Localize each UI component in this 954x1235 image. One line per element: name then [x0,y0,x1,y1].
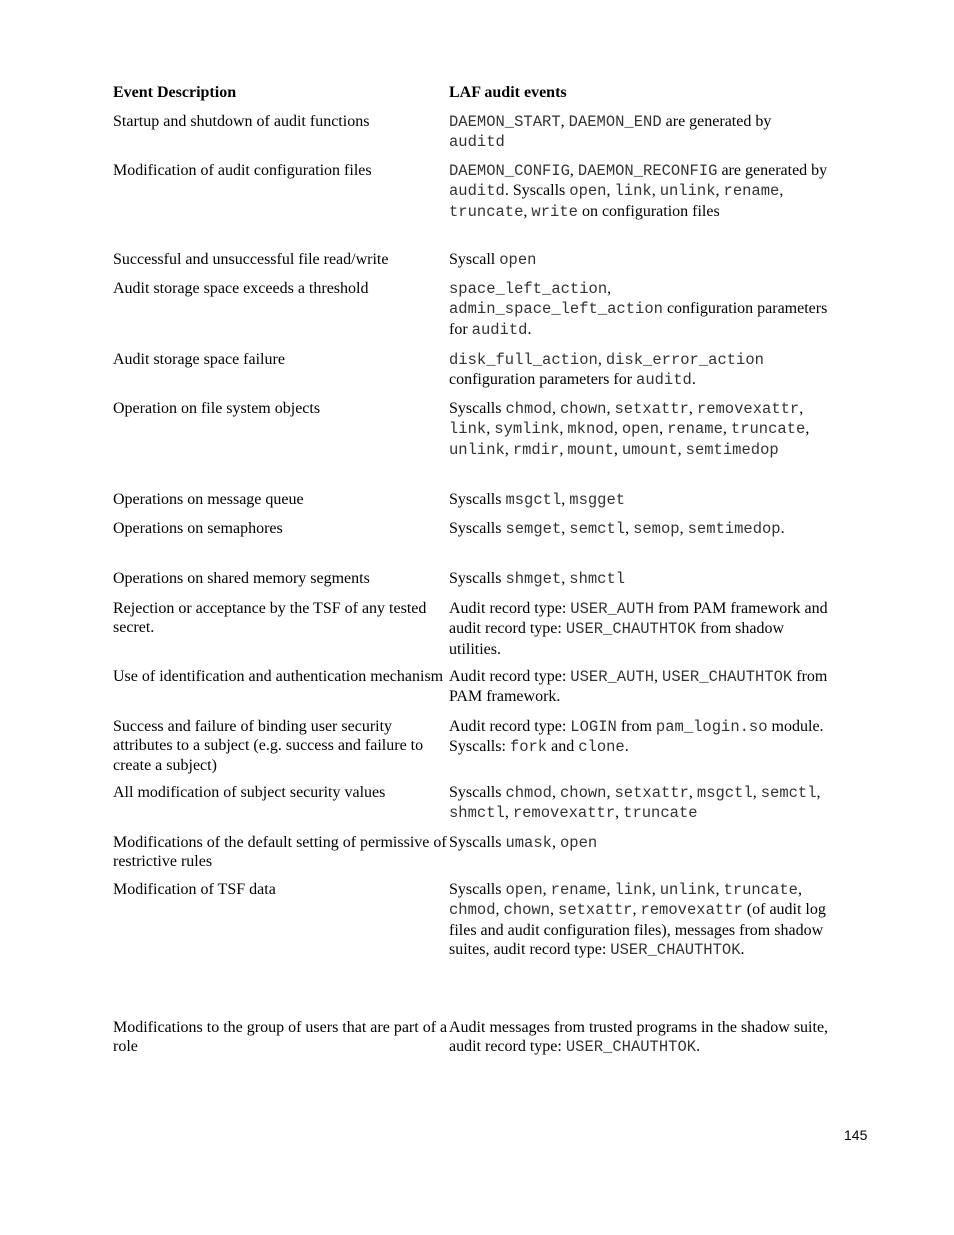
code-term: space_left_action [449,279,608,298]
event-text: from PAM framework and audit record type: [449,599,828,637]
code-term: DAEMON_CONFIG [449,161,570,180]
event-text: , [523,202,532,220]
event-text: , [606,880,615,898]
event-description: Modifications to the group of users that are part of a role [113,1018,448,1055]
event-text: configuration parameters for [449,371,637,388]
event-text: , [559,420,568,437]
event-text: , [805,420,810,437]
table-row [113,667,829,707]
code-term: truncate [623,804,698,822]
code-term: unlink [659,880,716,899]
table-row [113,490,829,511]
event-text: , [504,804,513,821]
code-term: setxattr [558,901,633,919]
event-text: Audit record type: [449,599,571,617]
event-text: , [561,569,570,587]
code-term: semctl [569,519,626,538]
code-term: open [499,250,537,269]
code-term: USER_CHAUTHTOK [565,620,697,638]
event-text: , [722,420,731,437]
event-text: , [606,783,615,801]
event-description: Audit storage space failure [113,350,285,368]
event-text: Syscalls [449,490,506,508]
code-term: fork [509,738,548,756]
event-description: Modification of audit configuration files [113,161,372,179]
event-description: Successful and unsuccessful file read/write [113,250,389,268]
code-term: semtimedop [685,440,779,459]
table-row [113,112,829,153]
laf-audit-event [449,833,829,872]
event-text: , [561,490,570,508]
event-text: . [527,320,532,338]
laf-audit-event [449,569,829,590]
event-text: from PAM framework. [449,667,828,705]
laf-audit-event [449,399,829,461]
code-term: truncate [723,880,798,899]
laf-audit-event [449,599,829,660]
code-term: open [621,420,660,438]
code-term: admin_space_left_action [449,300,663,318]
event-description: Operations on semaphores [113,519,283,537]
code-term: setxattr [614,783,689,802]
event-text: . [780,519,785,537]
audit-events-table [113,83,833,1056]
code-term: USER_AUTH [570,599,655,618]
table-row [113,399,829,461]
laf-audit-event [449,717,829,776]
code-term: mount [567,440,614,459]
event-text: are generated by [717,161,828,179]
event-text: on configuration files [577,202,720,220]
header-laf-audit-events: LAF audit events [449,84,567,101]
event-text: , [651,182,660,199]
table-row [113,599,829,660]
code-term: auditd [449,182,505,200]
code-term: truncate [730,420,806,438]
code-term: USER_CHAUTHTOK [662,667,793,686]
code-term: chown [559,783,607,802]
page-number: 145 [844,1127,868,1143]
code-term: symlink [494,420,560,438]
event-text: , [551,399,560,417]
table-row [113,880,829,961]
code-term: semget [505,519,562,538]
event-text: . [696,1038,701,1055]
code-term: link [449,420,487,438]
event-text: , [651,880,660,898]
event-description: Rejection or acceptance by the TSF of any tested secret. [113,599,427,636]
event-text: . [624,738,629,755]
event-text: (of audit log files and audit configuration files), messages from shadow suites, audit record type: [449,901,826,958]
code-term: link [614,880,652,899]
event-text: , [551,833,560,851]
event-description: Modifications of the default setting of permissive of restrictive rules [113,833,447,870]
laf-audit-event [449,1018,829,1058]
code-term: USER_AUTH [570,667,655,686]
event-text: , [561,519,570,537]
code-term: removexattr [640,901,743,919]
event-text: , [495,901,504,918]
event-description: Operations on shared memory segments [113,569,370,587]
event-description: Startup and shutdown of audit functions [113,112,370,130]
event-text: , [799,399,804,417]
code-term: LOGIN [570,717,617,736]
code-term: open [569,182,607,200]
event-text: , [715,182,724,199]
header-event-description: Event Description [113,84,237,101]
code-term: chown [559,399,607,418]
code-term: mknod [567,420,614,438]
code-term: DAEMON_RECONFIG [577,161,718,180]
table-row [113,350,829,391]
code-term: DAEMON_END [568,112,662,131]
code-term: umount [621,440,678,459]
code-term: rmdir [512,440,560,459]
code-term: chown [503,901,551,919]
event-text: , [688,399,697,417]
event-text: , [606,182,615,199]
code-term: removexattr [512,804,616,822]
event-description: Use of identification and authentication mechanism [113,667,444,685]
code-term: rename [550,880,607,899]
event-text: , [613,440,622,458]
event-text: . [691,371,696,388]
code-term: auditd [636,371,692,389]
event-text: . [740,941,745,958]
table-row [113,1018,829,1058]
event-text: . Syscalls [504,182,570,199]
event-description: Modification of TSF data [113,880,276,898]
event-text: , [542,880,551,898]
event-text: , [569,161,578,179]
code-term: shmget [505,569,562,588]
laf-audit-event [449,519,829,540]
event-text: , [615,804,624,821]
code-term: shmctl [449,804,505,822]
event-text: , [625,519,634,537]
laf-audit-event [449,250,829,271]
table-row [113,279,829,341]
code-term: open [505,880,543,899]
code-term: setxattr [614,399,689,418]
event-text: Syscall [449,250,500,268]
event-text: configuration parameters for [449,300,828,338]
event-text: , [560,112,569,130]
code-term: disk_error_action [605,350,764,369]
laf-audit-event [449,667,829,707]
code-term: link [614,182,652,200]
code-term: umask [505,833,552,852]
laf-audit-event [449,350,829,391]
event-text: Syscalls [449,569,506,587]
laf-audit-event [449,490,829,511]
table-row [113,783,829,824]
code-term: msgctl [696,783,753,802]
code-term: USER_CHAUTHTOK [565,1038,697,1056]
event-text: , [688,783,697,801]
code-term: chmod [505,399,552,418]
event-text: , [504,440,513,458]
code-term: chmod [505,783,552,802]
laf-audit-event [449,279,829,341]
event-text: , [752,783,761,801]
event-text: Audit messages from trusted programs in the shadow suite, audit record type: [449,1018,829,1055]
event-description: Audit storage space exceeds a threshold [113,279,369,297]
code-term: pam_login.so [655,717,768,736]
code-term: unlink [449,440,505,459]
code-term: disk_full_action [449,350,598,369]
table-row [113,833,829,872]
event-text: , [679,519,688,537]
table-row [113,250,829,271]
event-text: , [715,880,724,898]
event-text: , [797,880,802,898]
laf-audit-event [449,112,829,153]
event-text: Syscalls [449,880,506,898]
code-term: auditd [449,133,505,151]
event-text: Audit record type: [449,667,571,685]
code-term: chmod [449,901,496,919]
event-text: , [632,901,641,918]
table-header [113,83,833,103]
event-text: Syscalls [449,519,506,537]
event-text: , [559,440,568,458]
event-text: , [597,350,606,368]
event-description: Operations on message queue [113,490,304,508]
table-row [113,161,829,223]
event-text: Syscalls [449,783,506,801]
event-text: and [547,738,579,755]
code-term: auditd [471,320,528,339]
event-text: Syscalls [449,833,506,851]
event-text: , [606,399,615,417]
laf-audit-event [449,161,829,223]
code-term: semtimedop [687,519,781,538]
event-text: , [659,420,668,437]
event-text: , [550,901,559,918]
code-term: DAEMON_START [449,112,561,131]
code-term: clone [578,738,625,756]
laf-audit-event [449,880,829,961]
code-term: msgget [569,490,626,509]
code-term: open [559,833,598,852]
table-row [113,569,829,590]
event-text: from shadow utilities. [449,620,785,658]
code-term: msgctl [505,490,562,509]
event-text: , [613,420,622,437]
event-text: from [616,717,656,735]
event-text: Audit record type: [449,717,571,735]
code-term: unlink [659,182,716,200]
event-text: module. Syscalls: [449,717,824,755]
code-term: truncate [449,202,524,221]
event-text: , [779,182,784,199]
table-row [113,717,829,776]
code-term: rename [723,182,780,200]
code-term: write [531,202,578,221]
event-text: , [486,420,495,437]
code-term: semctl [760,783,817,802]
table-row [113,519,829,540]
event-description: All modification of subject security values [113,783,386,801]
code-term: semop [633,519,680,538]
laf-audit-event [449,783,829,824]
event-text: , [816,783,821,801]
event-text: are generated by [661,112,772,130]
event-text: , [551,783,560,801]
event-text: Syscalls [449,399,506,417]
code-term: removexattr [696,399,800,418]
code-term: USER_CHAUTHTOK [610,941,741,959]
event-description: Success and failure of binding user security attributes to a subject (e.g. success and failure to create a subject) [113,717,424,774]
code-term: shmctl [569,569,626,588]
event-text: , [677,440,686,458]
event-description: Operation on file system objects [113,399,321,417]
event-text: , [607,279,612,297]
code-term: rename [667,420,723,438]
event-text: , [654,667,663,685]
